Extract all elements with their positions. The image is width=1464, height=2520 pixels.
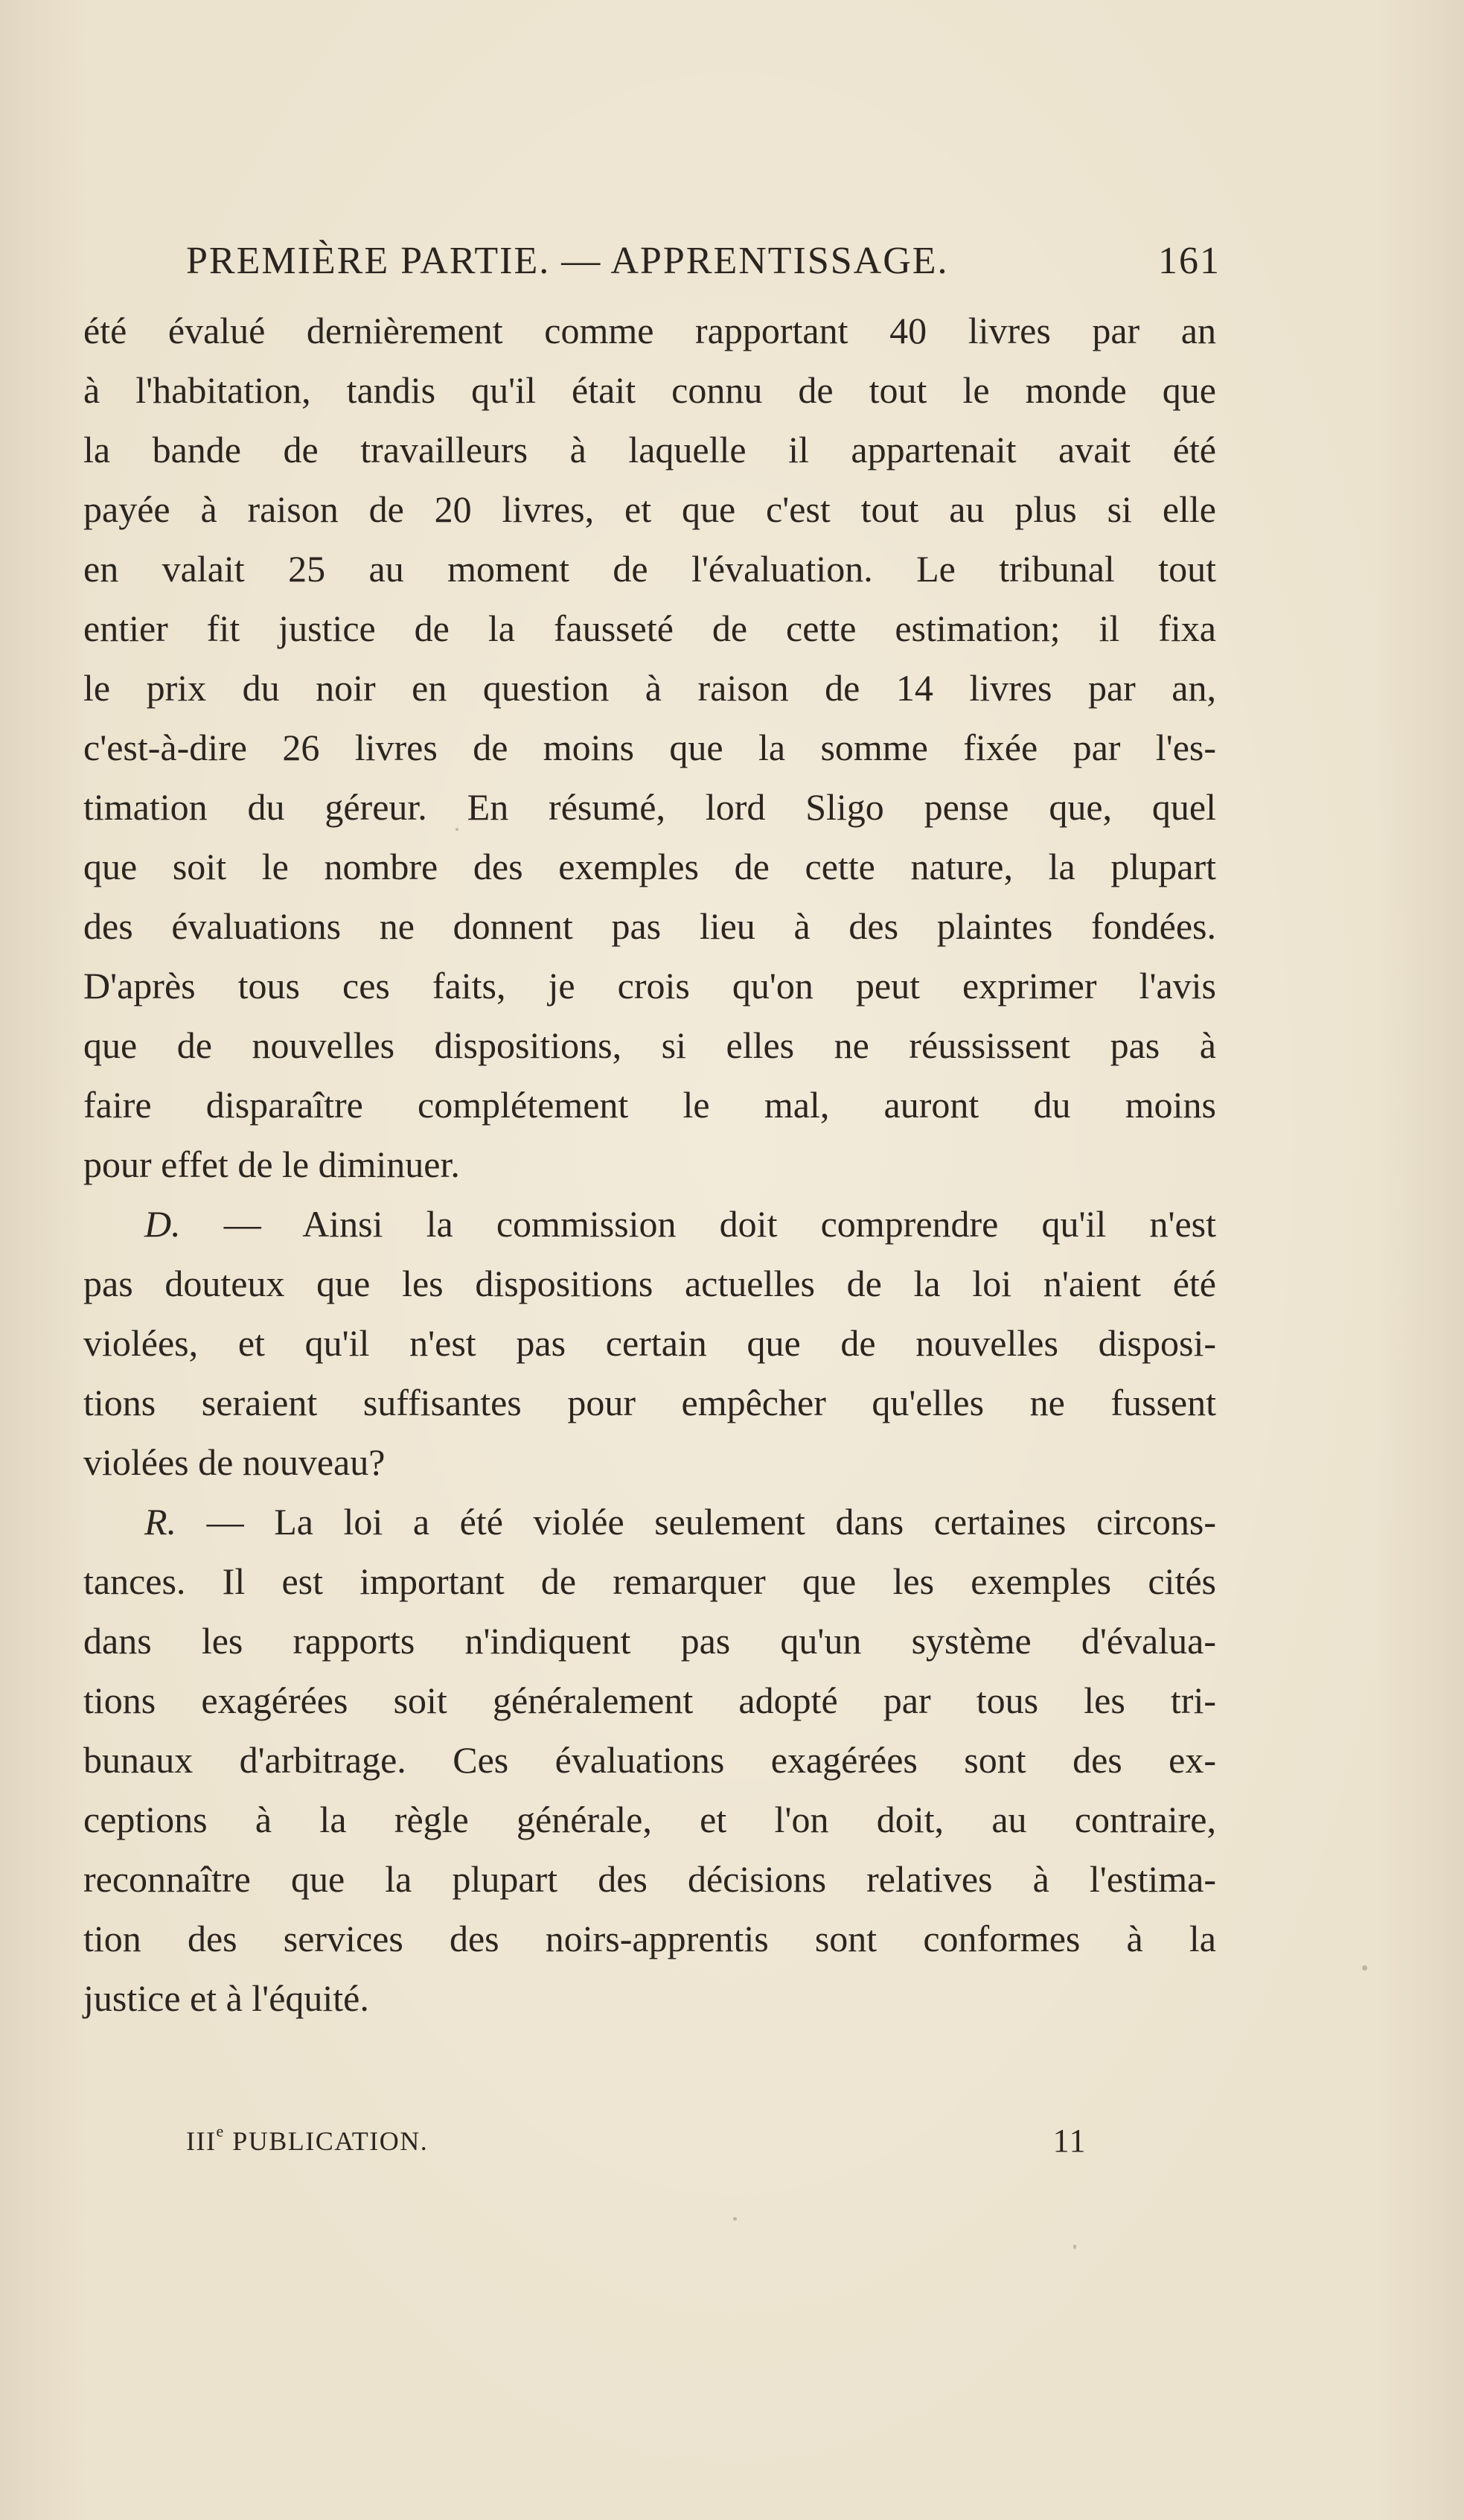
text-line: entier fit justice de la fausseté de cette estimation; il fixa — [83, 607, 1216, 649]
text-line: pas douteux que les dispositions actuelles de la loi n'aient été — [83, 1263, 1216, 1304]
text-line: justice et à l'équité. — [83, 1977, 369, 2019]
signature-number: 11 — [1052, 2122, 1087, 2159]
signature-mark — [186, 2119, 428, 2163]
text-line: violées de nouveau? — [83, 1441, 386, 1483]
running-head — [186, 237, 1221, 286]
text-line: tion des services des noirs-apprentis sont conformes à la — [83, 1918, 1216, 1959]
text-line: reconnaître que la plupart des décisions relatives à l'estima- — [83, 1858, 1216, 1900]
text-line: la bande de travailleurs à laquelle il appartenait avait été — [83, 429, 1216, 470]
text-line: en valait 25 au moment de l'évaluation. Le tribunal tout — [83, 548, 1216, 590]
text-line: tances. Il est important de remarquer que les exemples cités — [83, 1560, 1216, 1602]
text-line: timation du géreur. En résumé, lord Sligo pense que, quel — [83, 786, 1216, 828]
text-line: des évaluations ne donnent pas lieu à des plaintes fondées. — [83, 905, 1216, 947]
text-line: le prix du noir en question à raison de 14 livres par an, — [83, 667, 1216, 709]
text-line: que soit le nombre des exemples de cette nature, la plupart — [83, 846, 1216, 887]
text-line: tions seraient suffisantes pour empêcher qu'elles ne fussent — [83, 1382, 1216, 1423]
speaker-label-d: D. — [144, 1203, 181, 1245]
paper-speck — [733, 2217, 737, 2221]
question-line — [83, 1194, 1216, 1254]
signature-sup: e — [216, 2122, 225, 2140]
text-line: faire disparaître complétement le mal, auront du moins — [83, 1084, 1216, 1126]
answer-line — [83, 1492, 1216, 1551]
text-line: ceptions à la règle générale, et l'on doit, au contraire, — [83, 1799, 1216, 1840]
text-line: tions exagérées soit généralement adopté par tous les tri- — [83, 1680, 1216, 1721]
text-line: pour effet de le diminuer. — [83, 1143, 460, 1185]
text-line: bunaux d'arbitrage. Ces évaluations exagérées sont des ex- — [83, 1739, 1216, 1781]
signature-footer — [186, 2119, 1087, 2163]
text-line: à l'habitation, tandis qu'il était connu de tout le monde que — [83, 369, 1216, 411]
speaker-label-r: R. — [144, 1501, 177, 1543]
page-number: 161 — [1158, 240, 1221, 282]
text-line: que de nouvelles dispositions, si elles ne réussissent pas à — [83, 1024, 1216, 1066]
text-line: été évalué dernièrement comme rapportant 40 livres par an — [83, 310, 1216, 351]
body-text — [83, 301, 1216, 2028]
text-line: c'est-à-dire 26 livres de moins que la somme fixée par l'es- — [83, 727, 1216, 768]
text-line: violées, et qu'il n'est pas certain que de nouvelles disposi- — [83, 1322, 1216, 1364]
signature-text: PUBLICATION. — [232, 2126, 429, 2156]
paper-speck — [455, 828, 458, 831]
question-text: — Ainsi la commission doit comprendre qu'il n'est — [180, 1203, 1216, 1245]
paper-speck — [1362, 1965, 1367, 1971]
text-line: dans les rapports n'indiquent pas qu'un système d'évalua- — [83, 1620, 1216, 1662]
text-line: D'après tous ces faits, je crois qu'on peut exprimer l'avis — [83, 965, 1216, 1007]
answer-text: — La loi a été violée seulement dans certaines circons- — [176, 1501, 1216, 1543]
running-title: PREMIÈRE PARTIE. — APPRENTISSAGE. — [186, 240, 949, 282]
paper-speck — [1073, 2245, 1076, 2249]
text-line: payée à raison de 20 livres, et que c'est tout au plus si elle — [83, 488, 1216, 530]
signature-roman: III — [186, 2126, 217, 2156]
